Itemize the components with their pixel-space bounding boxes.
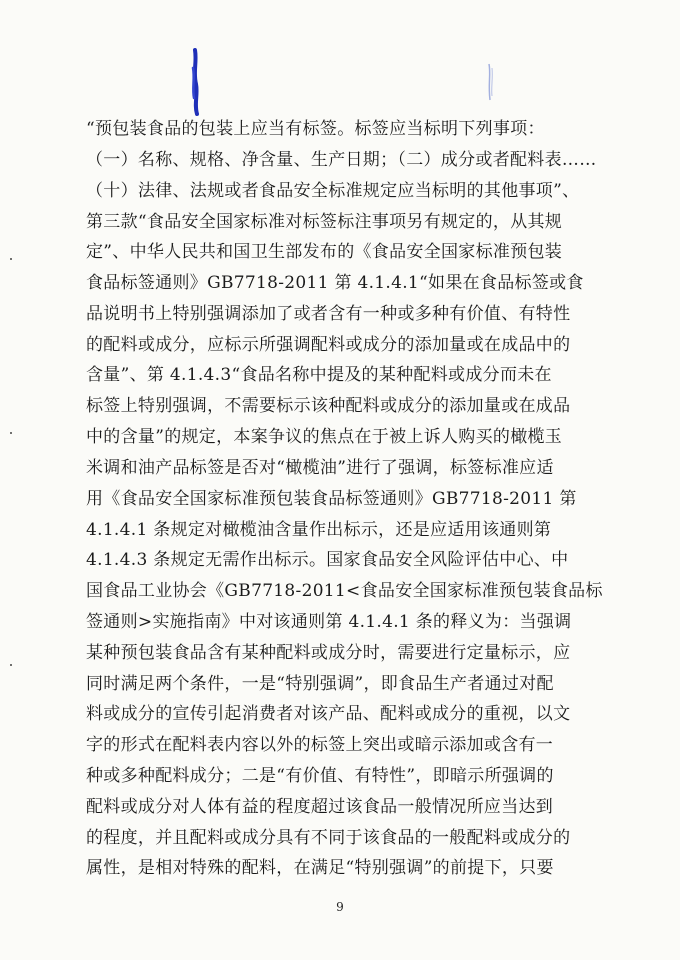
- margin-dot: [10, 258, 12, 260]
- text-line: 中的含量”的规定，本案争议的焦点在于被上诉人购买的橄榄玉: [86, 427, 563, 447]
- text-line: 标签上特别强调，不需要标示该种配料或成分的添加量或在成品: [86, 396, 571, 416]
- faint-pen-mark-icon: [485, 62, 495, 102]
- text-line: 食品标签通则》GB7718-2011 第 4.1.4.1“如果在食品标签或食: [86, 273, 584, 293]
- text-line: 国食品工业协会《GB7718-2011<食品安全国家标准预包装食品标: [86, 581, 603, 601]
- text-line: 4.1.4.1 条规定对橄榄油含量作出标示，还是应适用该通则第: [86, 520, 552, 540]
- text-line: 的配料或成分，应标示所强调配料或成分的添加量或在成品中的: [86, 335, 571, 355]
- text-line: 同时满足两个条件，一是“特别强调”，即食品生产者通过对配: [86, 674, 554, 694]
- text-line: 品说明书上特别强调添加了或者含有一种或多种有价值、有特性: [86, 304, 571, 324]
- text-line: 第三款“食品安全国家标准对标签标注事项另有规定的，从其规: [86, 212, 563, 232]
- text-line: 签通则>实施指南》中对该通则第 4.1.4.1 条的释义为：当强调: [86, 612, 572, 632]
- text-line: 字的形式在配料表内容以外的标签上突出或暗示添加或含有一: [86, 735, 554, 755]
- text-line: 4.1.4.3 条规定无需作出标示。国家食品安全风险评估中心、中: [86, 550, 569, 570]
- text-line: 配料或成分对人体有益的程度超过该食品一般情况所应当达到: [86, 797, 554, 817]
- text-line: （十）法律、法规或者食品安全标准规定应当标明的其他事项”、: [86, 181, 580, 201]
- page-number: 9: [336, 900, 344, 914]
- text-line: 用《食品安全国家标准预包装食品标签通则》GB7718-2011 第: [86, 489, 577, 509]
- text-line: 含量”、第 4.1.4.3“食品名称中提及的某种配料或成分而未在: [86, 365, 552, 385]
- text-line: 属性，是相对特殊的配料，在满足“特别强调”的前提下，只要: [86, 858, 554, 878]
- text-line: 某种预包装食品含有某种配料或成分时，需要进行定量标示，应: [86, 643, 571, 663]
- margin-dot: [10, 432, 12, 434]
- text-line: （一）名称、规格、净含量、生产日期；（二）成分或者配料表……: [86, 150, 597, 170]
- pen-mark-icon: [188, 48, 202, 116]
- text-line: 的程度，并且配料或成分具有不同于该食品的一般配料或成分的: [86, 828, 571, 848]
- margin-dot: [10, 664, 12, 666]
- text-line: 种或多种配料成分；二是“有价值、有特性”，即暗示所强调的: [86, 766, 554, 786]
- text-line: “预包装食品的包装上应当有标签。标签应当标明下列事项：: [86, 119, 545, 139]
- text-line: 定”、中华人民共和国卫生部发布的《食品安全国家标准预包装: [86, 242, 563, 262]
- text-line: 米调和油产品标签是否对“橄榄油”进行了强调，标签标准应适: [86, 458, 554, 478]
- text-line: 料或成分的宣传引起消费者对该产品、配料或成分的重视，以文: [86, 704, 571, 724]
